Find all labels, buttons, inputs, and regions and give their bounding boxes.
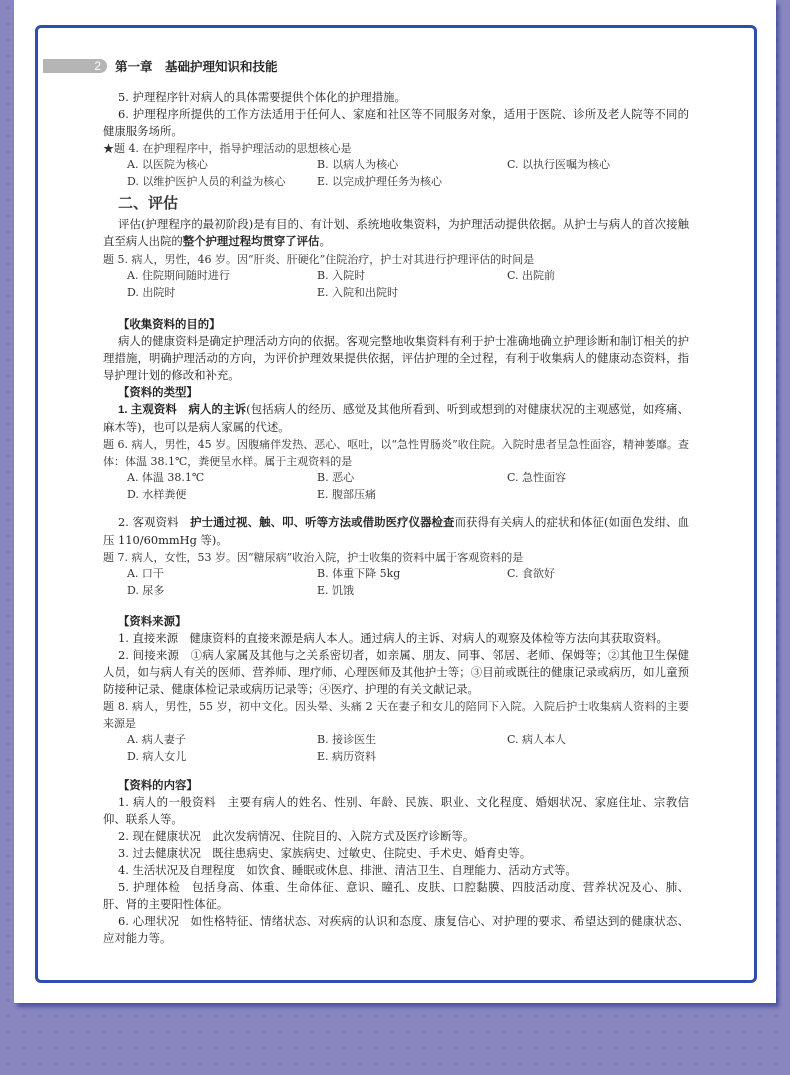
- question-5-stem: 题 5. 病人，男性，46 岁。因“肝炎、肝硬化”住院治疗，护士对其进行护理评估的时间是: [103, 253, 535, 266]
- text: 评估(护理程序的最初阶段)是有目的、有计划、系统地收集资料，为护理活动提供依据。从护士与病人的首次接触直至病人出院的: [103, 217, 689, 248]
- option: D. 以维护医护人员的利益为核心: [127, 174, 286, 188]
- option: C. 病人本人: [507, 733, 567, 746]
- content-item: 1. 病人的一般资料 主要有病人的姓名、性别、年龄、民族、职业、文化程度、婚姻状况、家庭住址、宗教信仰、联系人等。: [103, 795, 689, 826]
- page-number: 2: [43, 59, 107, 73]
- question-5-options: [103, 268, 689, 301]
- purpose-text: 病人的健康资料是确定护理活动方向的依据。客观完整地收集资料有利于护士准确地确立护理诊断和制订相关的护理措施，明确护理活动的方向，为评价护理效果提供依据，评估护理的全过程，有利于收集病人的健康动态资料，指导护理计划的修改和补充。: [103, 334, 689, 382]
- option: A. 以医院为核心: [127, 158, 208, 171]
- intro-item-5: 5. 护理程序针对病人的具体需要提供个体化的护理措施。: [118, 90, 406, 104]
- question-4-options: [103, 157, 689, 190]
- subjective-data: [103, 401, 689, 436]
- content-item: 3. 过去健康状况 既往患病史、家族病史、过敏史、住院史、手术史、婚育史等。: [118, 846, 532, 860]
- question-8-options: [103, 732, 689, 765]
- types-heading: 【资料的类型】: [118, 385, 198, 399]
- option: D. 病人女儿: [127, 749, 187, 763]
- option: D. 水样粪便: [127, 487, 187, 501]
- option: E. 入院和出院时: [317, 285, 399, 299]
- option: C. 食欲好: [507, 567, 556, 580]
- question-7-stem: 题 7. 病人，女性，53 岁。因“糖尿病”收治入院，护士收集的资料中属于客观资料的是: [103, 551, 524, 564]
- contents-block: [103, 777, 689, 947]
- section-heading-assessment: 二、评估: [118, 194, 179, 212]
- bold-text: 1. 主观资料 病人的主诉: [118, 404, 247, 416]
- content-item: 4. 生活状况及自理程度 如饮食、睡眠或休息、排泄、清洁卫生、自理能力、活动方式等。: [118, 863, 577, 877]
- option: B. 恶心: [317, 471, 355, 484]
- text: 。: [319, 234, 331, 248]
- option: E. 饥饿: [317, 583, 355, 597]
- contents-heading: 【资料的内容】: [118, 778, 198, 792]
- sources-block: [103, 613, 689, 765]
- option: B. 体重下降 5kg: [317, 567, 401, 580]
- option: C. 出院前: [507, 269, 556, 282]
- option: A. 住院期间随时进行: [127, 269, 230, 282]
- question-4-stem: ★题 4. 在护理程序中，指导护理活动的思想核心是: [103, 142, 352, 155]
- option: A. 病人妻子: [127, 733, 186, 746]
- option: D. 出院时: [127, 285, 176, 299]
- objective-block: [103, 514, 689, 599]
- option: E. 腹部压痛: [317, 487, 377, 501]
- option: A. 体温 38.1℃: [127, 471, 205, 484]
- option: B. 入院时: [317, 269, 366, 282]
- sources-heading: 【资料来源】: [118, 614, 187, 628]
- option: C. 以执行医嘱为核心: [507, 158, 611, 171]
- text: 而获得有关病人的症状和体征(如面色发绀、血压 110/60mmHg 等)。: [103, 515, 689, 547]
- assessment-block: [103, 216, 689, 301]
- option: A. 口干: [127, 567, 164, 580]
- assessment-paragraph: [103, 216, 689, 251]
- purpose-block: [103, 316, 689, 503]
- intro-item-6: 6. 护理程序所提供的工作方法适用于任何人、家庭和社区等不同服务对象，适用于医院、诊所及老人院等不同的健康服务场所。: [103, 107, 689, 138]
- option: D. 尿多: [127, 583, 165, 597]
- option: E. 病历资料: [317, 749, 377, 763]
- option: C. 急性面容: [507, 471, 567, 484]
- bold-text: 整个护理过程均贯穿了评估: [182, 236, 320, 248]
- content-item: 5. 护理体检 包括身高、体重、生命体征、意识、瞳孔、皮肤、口腔黏膜、四肢活动度、营养状况及心、肺、肝、肾的主要阳性体征。: [103, 880, 689, 911]
- source-item: 2. 间接来源 ①病人家属及其他与之关系密切者，如亲属、朋友、同事、邻居、老师、保姆等；②其他卫生保健人员，如与病人有关的医师、营养师、理疗师、心理医师及其他护士等；③目前或既往的健康记录或病历，如儿童预防接种记录、健康体检记录或病历记录等；④医疗、护理的有关文献记录。: [103, 648, 689, 696]
- option: B. 接诊医生: [317, 733, 377, 746]
- content-item: 2. 现在健康状况 此次发病情况、住院目的、入院方式及医疗诊断等。: [118, 829, 475, 843]
- text: 2. 客观资料: [118, 515, 191, 529]
- source-item: 1. 直接来源 健康资料的直接来源是病人本人。通过病人的主诉、对病人的观察及体检等方法向其获取资料。: [118, 631, 668, 645]
- bold-text: 护士通过视、触、叩、听等方法或借助医疗仪器检查: [190, 517, 455, 529]
- intro-block: [103, 89, 689, 190]
- text: (包括病人的经历、感觉及其他所看到、听到或想到的对健康状况的主观感觉，如疼痛、麻木等)，也可以是病人家属的代述。: [103, 402, 689, 434]
- option: B. 以病人为核心: [317, 158, 399, 171]
- option: E. 以完成护理任务为核心: [317, 174, 443, 188]
- objective-data: [103, 514, 689, 549]
- question-6-stem: 题 6. 病人，男性，45 岁。因腹痛伴发热、恶心、呕吐，以“急性胃肠炎”收住院。入院时患者呈急性面容，精神萎靡。查体：体温 38.1℃，粪便呈水样。属于主观资料的是: [103, 438, 689, 468]
- question-6-options: [103, 470, 689, 503]
- question-8-stem: 题 8. 病人，男性，55 岁，初中文化。因头晕、头痛 2 天在妻子和女儿的陪同下入院。入院后护士收集病人资料的主要来源是: [103, 700, 689, 730]
- chapter-title: 第一章 基础护理知识和技能: [115, 60, 278, 74]
- content-item: 6. 心理状况 如性格特征、情绪状态、对疾病的认识和态度、康复信心、对护理的要求、希望达到的健康状态、应对能力等。: [103, 914, 689, 945]
- book-page: [14, 0, 776, 1003]
- question-7-options: [103, 566, 689, 599]
- running-header: [43, 58, 278, 74]
- purpose-heading: 【收集资料的目的】: [118, 317, 221, 331]
